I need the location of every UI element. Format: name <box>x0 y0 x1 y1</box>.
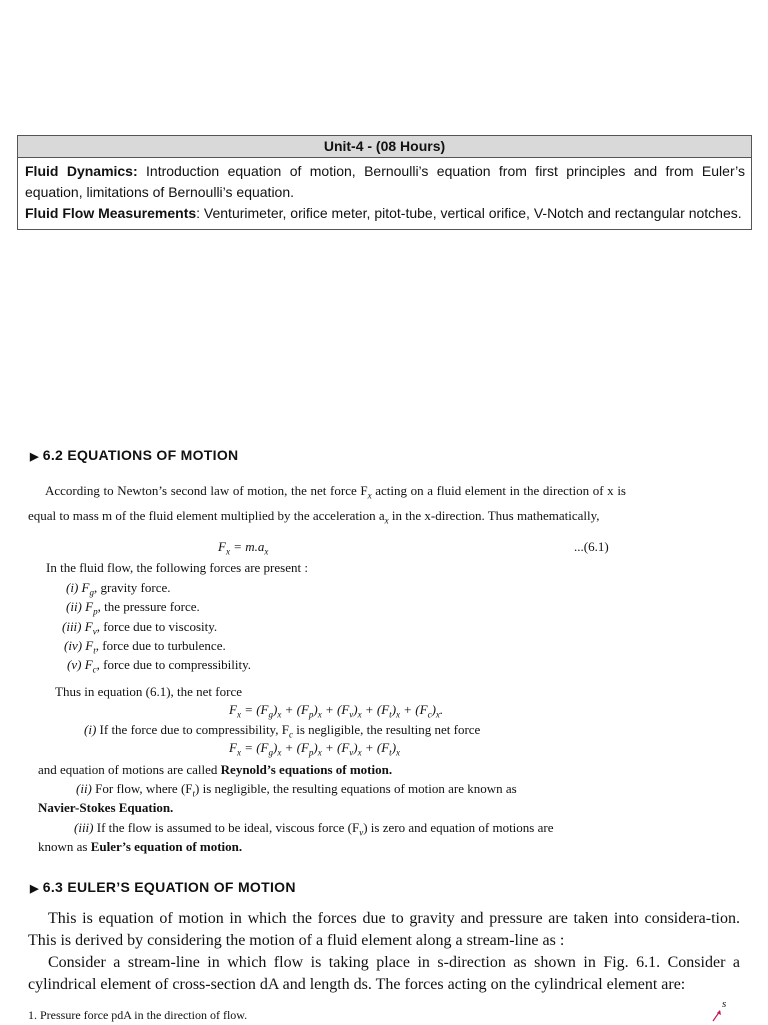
forces-intro: In the fluid flow, the following forces are present : <box>46 560 308 575</box>
reynolds-line: and equation of motions are called Reynold’s equations of motion. <box>38 762 393 777</box>
net-force-equation: $F_x = (F_g)_x + (F_p)_x + (F_v)_x + (F_t)_x + (F_c)_x$. <box>229 702 444 720</box>
unit-line-fluid-dynamics: Fluid Dynamics: Introduction equation of motion, Bernoulli’s equation from first principles and from Euler’s equation, limitations of Bernoulli’s equation. <box>25 163 745 200</box>
navier-stokes: Navier-Stokes Equation. <box>38 800 174 815</box>
triangle-bullet-icon: ▶ <box>30 451 39 463</box>
reynolds-equation: $F_x = (F_g)_x + (F_p)_x + (F_v)_x + (F_t)_x$ <box>229 740 401 758</box>
unit-line-flow-measurements: Fluid Flow Measurements: Venturimeter, orifice meter, pitot-tube, vertical orifice, V-Notch and rectangular notches. <box>25 205 742 221</box>
euler-paragraph-2: Consider a stream-line in which flow is taking place in s-direction as shown in Fig. 6.1. Consider a cylindrical element of cross-section dA and length ds. The forces acting on the cylindrical element are: <box>28 954 740 993</box>
case-1: (i) If the force due to compressibility, $F_c$ is negligible, the resulting net force <box>84 722 481 740</box>
unit-title: Unit-4 - (08 Hours) <box>18 136 751 158</box>
force-list-item-1: 1. Pressure force pdA in the direction of flow. <box>28 1008 248 1022</box>
force-item: (ii) $F_p$, the pressure force. <box>66 599 200 617</box>
section-heading-6-3: ▶ 6.3 EULER’S EQUATION OF MOTION <box>30 879 296 895</box>
force-item: (i) $F_g$, gravity force. <box>66 580 171 598</box>
case-3: (iii) If the flow is assumed to be ideal, viscous force $(F_v)$ is zero and equation of motions are <box>74 820 554 838</box>
equation-6-1: $F_x = m.a_x$ <box>218 539 269 557</box>
case-2: (ii) For flow, where $(F_t)$ is negligible, the resulting equations of motion are known as <box>76 781 517 799</box>
euler-paragraph-1: This is equation of motion in which the forces due to gravity and pressure are taken into considera-tion. This is derived by considering the motion of a fluid element along a stream-line as : <box>28 910 740 949</box>
figure-s-label: s <box>722 998 727 1010</box>
unit-box <box>17 135 752 230</box>
net-force-intro: Thus in equation (6.1), the net force <box>55 684 242 699</box>
equation-number: ...(6.1) <box>574 539 609 554</box>
euler-line: known as Euler’s equation of motion. <box>38 839 243 854</box>
triangle-bullet-icon: ▶ <box>30 883 39 895</box>
force-item: (v) $F_c$, force due to compressibility. <box>67 657 252 675</box>
stream-direction-arrow-icon <box>710 1008 724 1022</box>
section-heading-6-2: ▶ 6.2 EQUATIONS OF MOTION <box>30 447 239 463</box>
force-item: (iv) $F_t$, force due to turbulence. <box>64 638 226 656</box>
newton-paragraph: According to Newton’s second law of motion, the net force $F_x$ acting on a fluid element in the direction of x is equal to mass m of the fluid element multiplied by the acceleration $a_x$ in the x-direction. Thus mathematically, <box>28 483 626 526</box>
force-item: (iii) $F_v$, force due to viscosity. <box>62 619 218 637</box>
